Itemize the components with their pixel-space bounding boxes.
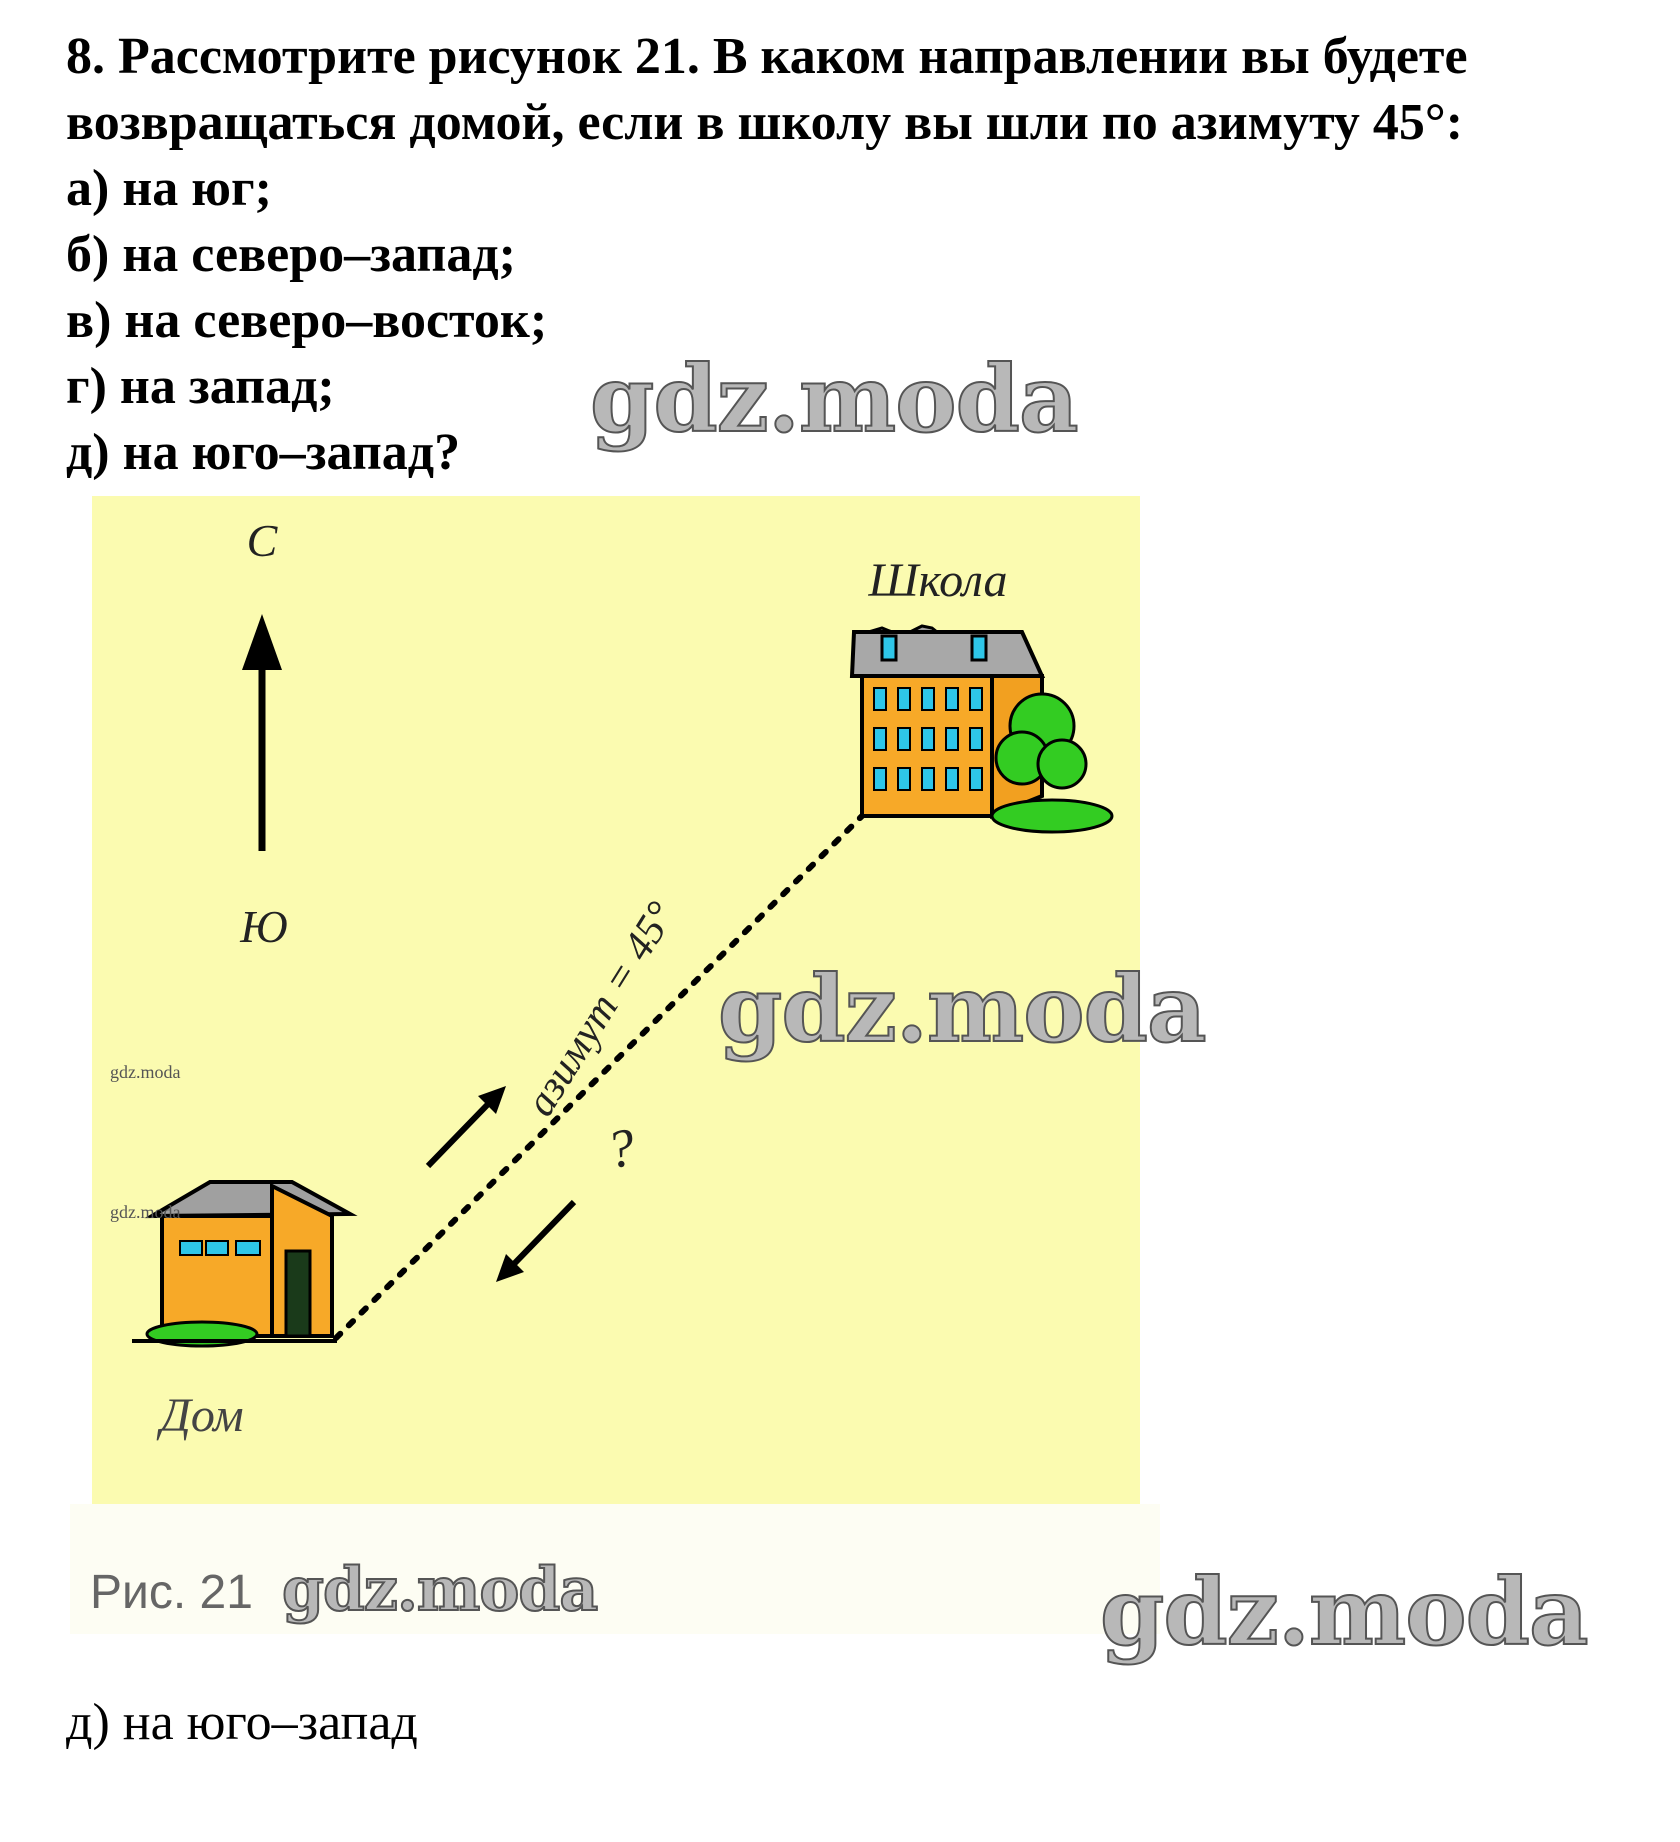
- question-mark: ?: [602, 1116, 640, 1181]
- home-label: Дом: [160, 1389, 244, 1442]
- option-b: б) на северо–запад;: [66, 226, 516, 283]
- north-label: С: [246, 515, 278, 566]
- south-label: Ю: [240, 901, 288, 952]
- return-arrow-icon: [496, 1202, 574, 1282]
- watermark-small: gdz.moda: [110, 1062, 181, 1082]
- watermark: gdz.moda: [282, 1555, 598, 1625]
- forward-arrow-icon: [428, 1086, 506, 1166]
- figure-caption: Рис. 21: [90, 1566, 253, 1619]
- azimuth-label: азимут = 45°: [517, 894, 685, 1125]
- watermark: gdz.moda: [590, 345, 1078, 453]
- option-c: в) на северо–восток;: [66, 292, 548, 349]
- answer-text: д) на юго–запад: [66, 1694, 418, 1751]
- watermark-small: gdz.moda: [110, 1202, 181, 1222]
- option-d: г) на запад;: [66, 358, 335, 415]
- watermark: gdz.moda: [718, 955, 1206, 1063]
- route-path: [336, 816, 862, 1338]
- north-arrow: [242, 614, 282, 851]
- question-line-2: возвращаться домой, если в школу вы шли по азимуту 45°:: [66, 94, 1464, 151]
- option-e: д) на юго–запад?: [66, 424, 461, 481]
- watermark: gdz.moda: [1100, 1558, 1588, 1666]
- school-icon: [852, 626, 1112, 832]
- school-label: Школа: [868, 554, 1008, 607]
- question-line-1: 8. Рассмотрите рисунок 21. В каком направлении вы будете: [66, 28, 1468, 85]
- option-a: а) на юг;: [66, 160, 272, 217]
